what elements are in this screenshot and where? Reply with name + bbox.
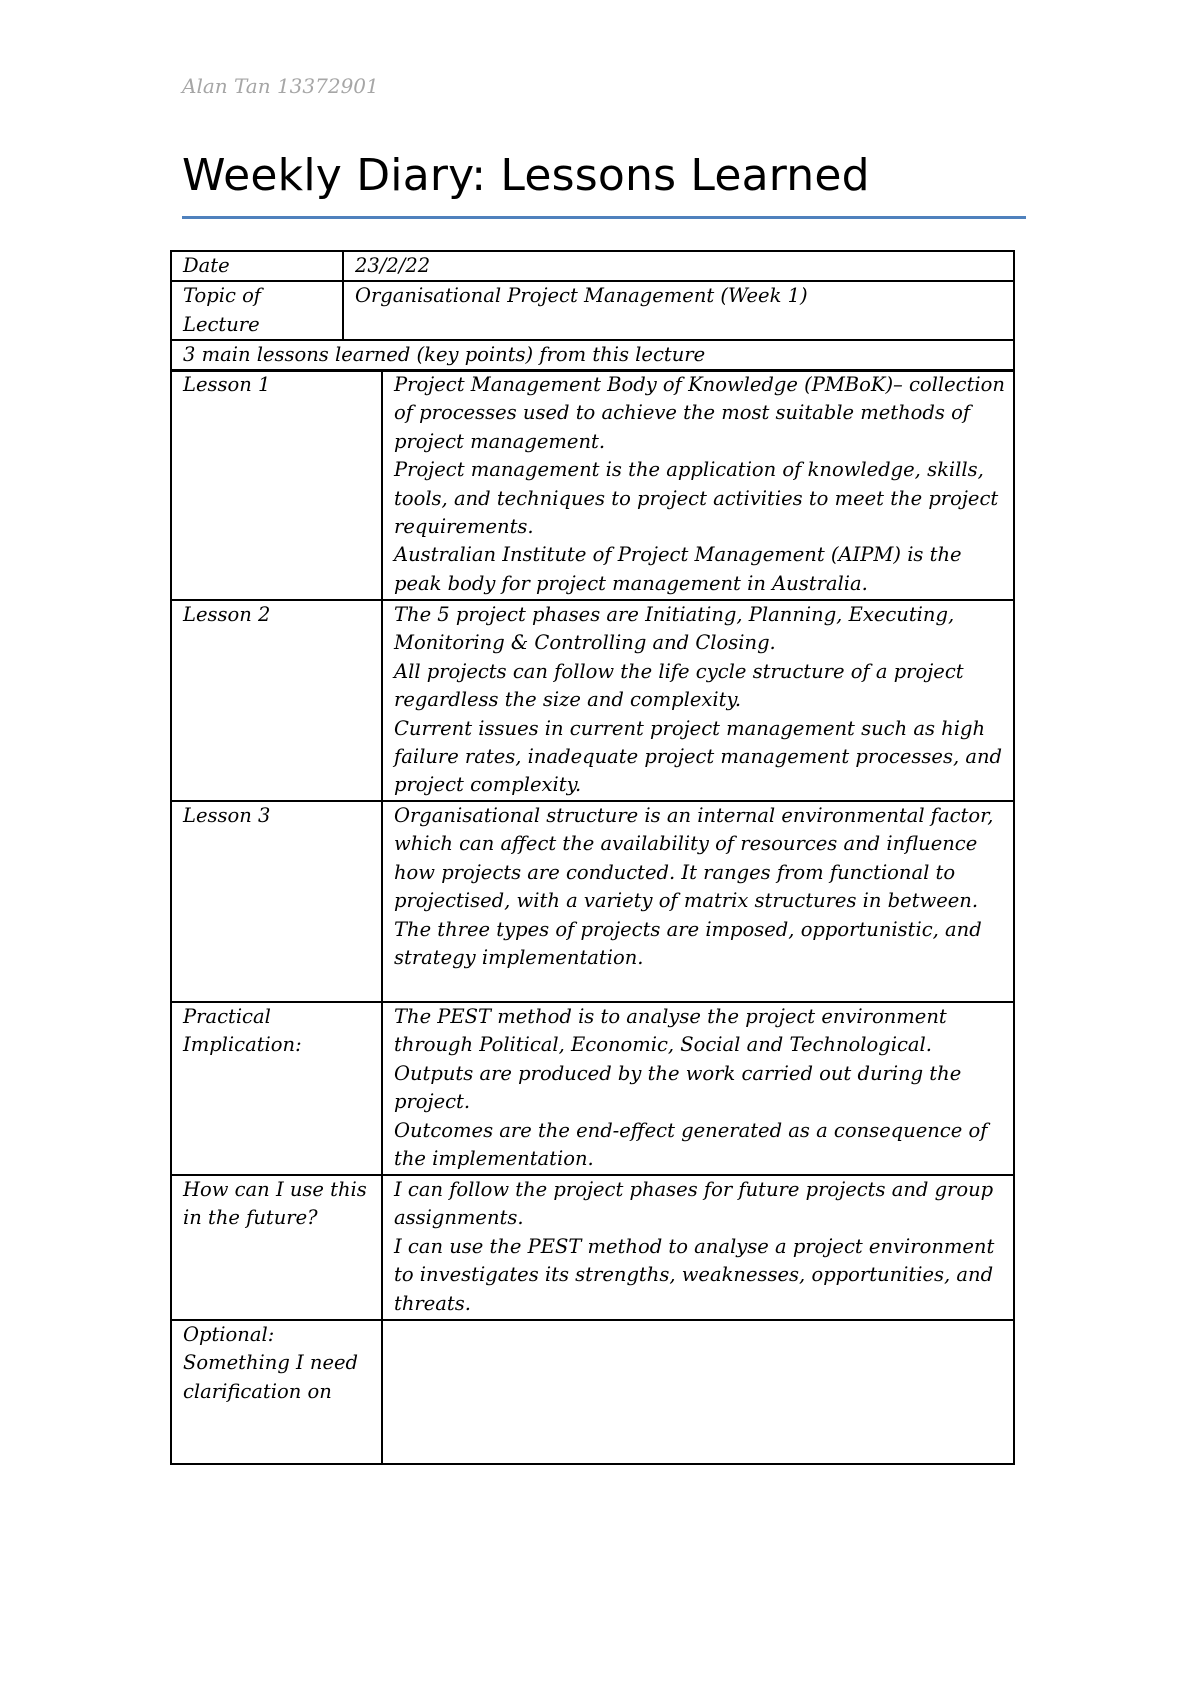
lesson-2-point: The 5 project phases are Initiating, Planning, Executing, Monitoring & Controlling and Closing. xyxy=(394,603,955,655)
practical-implication-content xyxy=(382,1002,1014,1175)
lesson-1-point: Project Management Body of Knowledge (PMBoK)– collection of processes used to achieve the most suitable methods of project management. xyxy=(394,373,1005,453)
lesson-3-point: The three types of projects are imposed, opportunistic, and strategy implementation. xyxy=(394,917,982,970)
future-use-row xyxy=(171,1175,1014,1320)
lesson-3-label: Lesson 3 xyxy=(171,801,382,1002)
future-use-point: I can follow the project phases for future projects and group assignments. xyxy=(394,1178,994,1230)
key-points-row xyxy=(171,340,1014,370)
lesson-1-content xyxy=(382,370,1014,600)
practical-point: The PEST method is to analyse the project environment through Political, Economic, Social and Technological. xyxy=(394,1005,947,1057)
topic-row xyxy=(171,281,1014,340)
optional-clarification-content xyxy=(382,1320,1014,1464)
optional-clarification-row xyxy=(171,1320,1014,1464)
key-points-heading: 3 main lessons learned (key points) from this lecture xyxy=(171,340,1014,370)
future-use-label: How can I use this in the future? xyxy=(171,1175,382,1320)
future-use-content xyxy=(382,1175,1014,1320)
lesson-3-row xyxy=(171,801,1014,1002)
lesson-3-content xyxy=(382,801,1014,1002)
lesson-2-point: All projects can follow the life cycle structure of a project regardless the size and complexity. xyxy=(394,659,964,712)
practical-point: Outcomes are the end-effect generated as a consequence of the implementation. xyxy=(394,1118,988,1171)
topic-label: Topic of Lecture xyxy=(171,281,343,340)
lesson-1-label: Lesson 1 xyxy=(171,370,382,600)
lesson-1-point: Project management is the application of knowledge, skills, tools, and techniques to project activities to meet the project requirements. xyxy=(394,458,999,539)
optional-clarification-label: Optional: Something I need clarification on xyxy=(171,1320,382,1464)
lesson-1-row xyxy=(171,370,1014,600)
future-use-point: I can use the PEST method to analyse a project environment to investigates its strengths, weaknesses, opportunities, and threats. xyxy=(394,1234,995,1315)
practical-implication-label: Practical Implication: xyxy=(171,1002,382,1175)
title-underline xyxy=(182,216,1026,219)
topic-value: Organisational Project Management (Week 1) xyxy=(343,281,1014,340)
date-value: 23/2/22 xyxy=(343,251,1014,281)
page-title: Weekly Diary: Lessons Learned xyxy=(182,150,870,201)
lesson-2-label: Lesson 2 xyxy=(171,600,382,801)
info-table xyxy=(170,250,1015,372)
header-author: Alan Tan 13372901 xyxy=(182,74,379,98)
date-row xyxy=(171,251,1014,281)
lesson-1-point: Australian Institute of Project Management (AIPM) is the peak body for project management in Australia. xyxy=(394,543,962,595)
date-label: Date xyxy=(171,251,343,281)
lesson-2-row xyxy=(171,600,1014,801)
practical-point: Outputs are produced by the work carried out during the project. xyxy=(394,1061,962,1114)
lesson-3-point: Organisational structure is an internal environmental factor, which can affect the availability of resources and influence how projects are conducted. It ranges from functional to projectised, with a variety of matrix structures in between. xyxy=(394,804,994,913)
lesson-2-point: Current issues in current project management such as high failure rates, inadequate project management processes, and project complexity. xyxy=(394,716,1003,797)
practical-implication-row xyxy=(171,1002,1014,1175)
lessons-table xyxy=(170,369,1015,1465)
lesson-2-content xyxy=(382,600,1014,801)
